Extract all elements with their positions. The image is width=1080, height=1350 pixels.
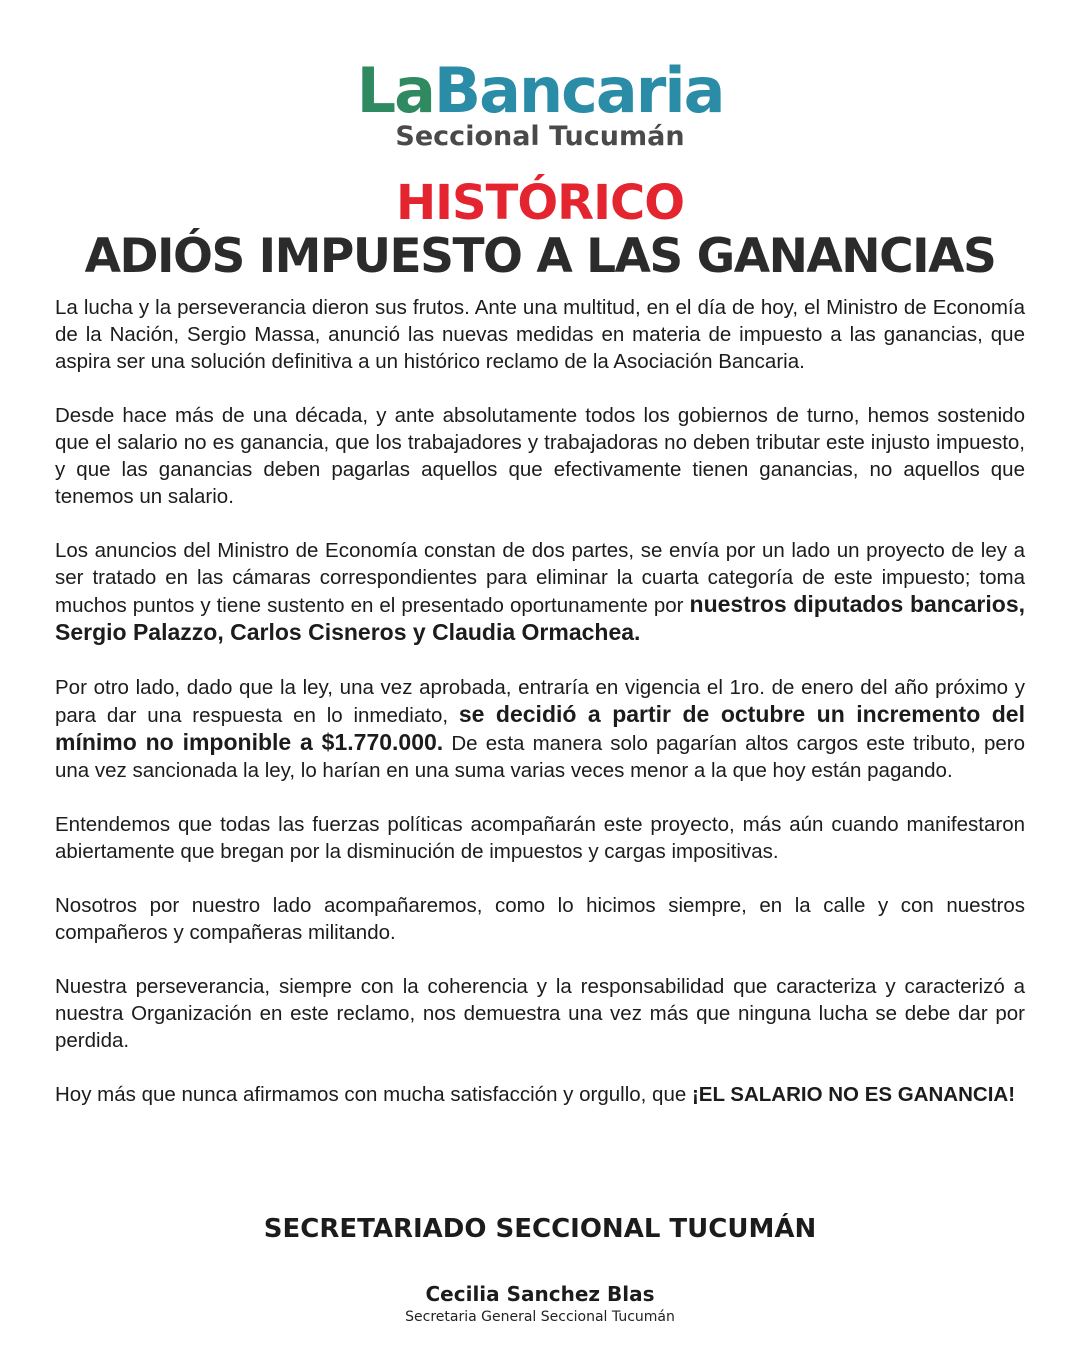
paragraph-8-text: Hoy más que nunca afirmamos con mucha satisfacción y orgullo, que [55, 1083, 692, 1106]
signature-name: Cecilia Sanchez Blas [425, 1282, 655, 1306]
paragraph-2: Desde hace más de una década, y ante absolutamente todos los gobiernos de turno, hemos sostenido que el salario no es ganancia, que los trabajadores y trabajadoras no deben tributar este injusto impuesto, y que las ganancias deben pagarlas aquellos que efectivamente tienen ganancias, no aquellos que tenemos un salario. [55, 404, 1025, 508]
paragraph-6: Nosotros por nuestro lado acompañaremos, como lo hicimos siempre, en la calle y con nuestros compañeros y compañeras militando. [55, 894, 1025, 944]
paragraph-3 [55, 537, 1025, 647]
signature-role: Secretaria General Seccional Tucumán [405, 1309, 675, 1325]
paragraph-4-text-start: Por otro lado, dado que la ley, una vez aprobada, entraría en vigencia el 1ro. de enero del año próximo y para dar una respuesta en lo inmediato, [55, 676, 1025, 727]
paragraph-8 [55, 1081, 1025, 1108]
paragraph-8-slogan: ¡EL SALARIO NO ES GANANCIA! [691, 1083, 1016, 1106]
logo [0, 54, 1080, 152]
headline-title: ADIÓS IMPUESTO A LAS GANANCIAS [84, 229, 996, 284]
paragraph-3-highlight: nuestros diputados bancarios, Sergio Palazzo, Carlos Cisneros y Claudia Ormachea. [55, 591, 1026, 645]
signature-block [0, 1212, 1080, 1327]
paragraph-3-text: Los anuncios del Ministro de Economía constan de dos partes, se envía por un lado un proyecto de ley a ser tratado en las cámaras correspondientes para eliminar la cuarta categoría de este impuesto; toma muchos puntos y tiene sustento en el presentado oportunamente por [55, 539, 1025, 617]
logo-wordmark [0, 54, 1080, 127]
headline-kicker: HISTÓRICO [396, 175, 684, 231]
paragraph-7: Nuestra perseverancia, siempre con la coherencia y la responsabilidad que caracteriza y caracterizó a nuestra Organización en este reclamo, nos demuestra una vez más que ninguna lucha se debe dar por perdida. [55, 975, 1025, 1052]
logo-word-la: La [356, 54, 434, 127]
logo-word-bancaria: Bancaria [433, 54, 724, 127]
paragraph-5: Entendemos que todas las fuerzas políticas acompañarán este proyecto, más aún cuando manifestaron abiertamente que bregan por la disminución de impuestos y cargas impositivas. [55, 813, 1025, 863]
statement-body [55, 294, 1025, 1135]
signature-organization: SECRETARIADO SECCIONAL TUCUMÁN [263, 1214, 817, 1244]
paragraph-4-text-end: De esta manera solo pagarían altos cargos este tributo, pero una vez sancionada la ley, lo harían en una suma varias veces menor a la que hoy están pagando. [55, 732, 1026, 782]
headline [0, 176, 1080, 284]
paragraph-4-highlight: se decidió a partir de octubre un incremento del mínimo no imponible a $1.770.000. [55, 701, 1025, 755]
logo-subtitle: Seccional Tucumán [395, 121, 685, 152]
paragraph-4 [55, 674, 1025, 784]
paragraph-1: La lucha y la perseverancia dieron sus frutos. Ante una multitud, en el día de hoy, el Ministro de Economía de la Nación, Sergio Massa, anunció las nuevas medidas en materia de impuesto a las ganancias, que aspira ser una solución definitiva a un histórico reclamo de la Asociación Bancaria. [55, 296, 1025, 373]
